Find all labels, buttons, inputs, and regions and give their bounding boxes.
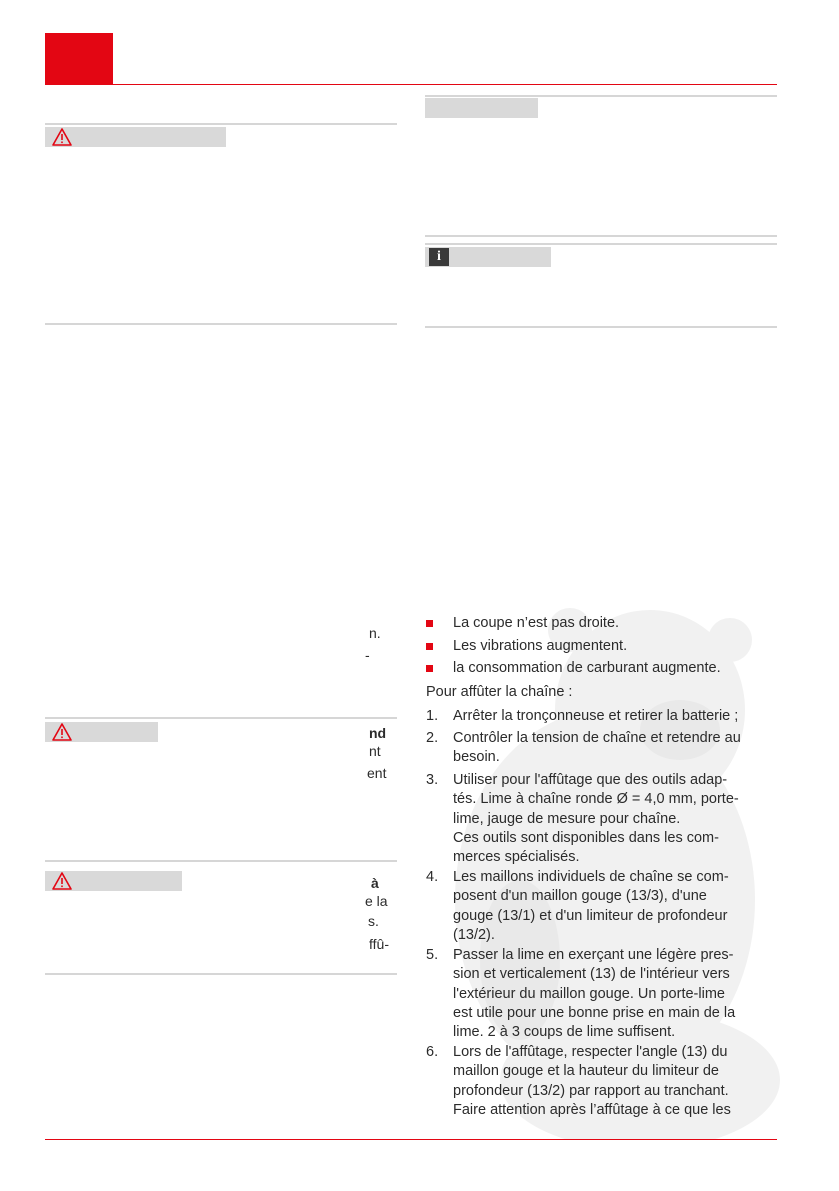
list-item-text: La coupe n’est pas droite. [453,615,620,631]
step-line: Les maillons individuels de chaîne se com- [453,869,729,885]
step-line: Faire attention après l’affûtage à ce que les [453,1101,731,1118]
step-line: posent d'un maillon gouge (13/3), d'une [453,888,707,905]
text-fragment: ffû- [369,936,389,952]
text-fragment: nt [369,743,381,759]
step-line: sion et verticalement (13) de l'intérieur vers [453,966,730,983]
step-line: l'extérieur du maillon gouge. Un porte-lime [453,985,725,1002]
step-line: Contrôler la tension de chaîne et retendre au [453,730,741,746]
text-fragment-bold: à [371,875,379,891]
list-item-text: Les vibrations augmentent. [453,638,628,654]
bullet-square-icon [426,620,433,627]
step-line: est utile pour une bonne prise en main de la [453,1004,736,1021]
divider [425,326,777,328]
text-fragment-bold: nd [369,725,387,741]
step-number: 6. [426,1044,439,1060]
text-fragment: ent [367,765,387,781]
step-line: lime. 2 à 3 coups de lime suffisent. [453,1024,676,1041]
warning-icon [51,722,73,742]
divider [45,860,397,862]
divider [425,95,777,97]
step-number: 1. [426,708,439,724]
step-number: 2. [426,730,439,746]
text-fragment: e la [365,893,388,909]
step-line: profondeur (13/2) par rapport au tranchant. [453,1082,729,1099]
step-number: 3. [426,772,439,788]
notice-header-bar [425,98,538,118]
text-fragment: s. [368,913,379,929]
divider [45,123,397,125]
step-line: Ces outils sont disponibles dans les com- [453,829,719,846]
divider [45,323,397,325]
divider [45,717,397,719]
step-line: (13/2). [453,926,495,943]
step-line: maillon gouge et la hauteur du limiteur de [453,1063,719,1080]
step-line: Utiliser pour l'affûtage que des outils adap- [453,772,728,788]
bullet-square-icon [426,665,433,672]
warning-icon [51,871,73,891]
chapter-tab [45,33,113,84]
step-line: Arrêter la tronçonneuse et retirer la batterie ; [453,708,739,724]
info-icon: i [429,248,449,266]
text-fragment: n. [369,625,381,641]
bullet-square-icon [426,643,433,650]
step-line: besoin. [453,749,500,766]
step-line: tés. Lime à chaîne ronde Ø = 4,0 mm, porte- [453,791,739,808]
divider [425,243,777,245]
step-number: 4. [426,869,439,885]
step-line: Passer la lime en exerçant une légère pres- [453,947,734,963]
step-number: 5. [426,947,439,963]
header-rule [45,84,777,85]
divider [425,235,777,237]
footer-rule [45,1139,777,1140]
text-fragment: - [365,647,370,663]
step-line: Lors de l'affûtage, respecter l'angle (13) du [453,1044,728,1060]
text-fragment [369,724,386,742]
step-line: lime, jauge de mesure pour chaîne. [453,810,681,827]
text-fragment [371,874,379,892]
divider [45,973,397,975]
step-line: gouge (13/1) et d'un limiteur de profondeur [453,907,728,924]
warning-icon [51,127,73,147]
list-item-text: la consommation de carburant augmente. [453,660,721,676]
step-line: merces spécialisés. [453,849,580,866]
intro-text: Pour affûter la chaîne : [426,684,573,700]
